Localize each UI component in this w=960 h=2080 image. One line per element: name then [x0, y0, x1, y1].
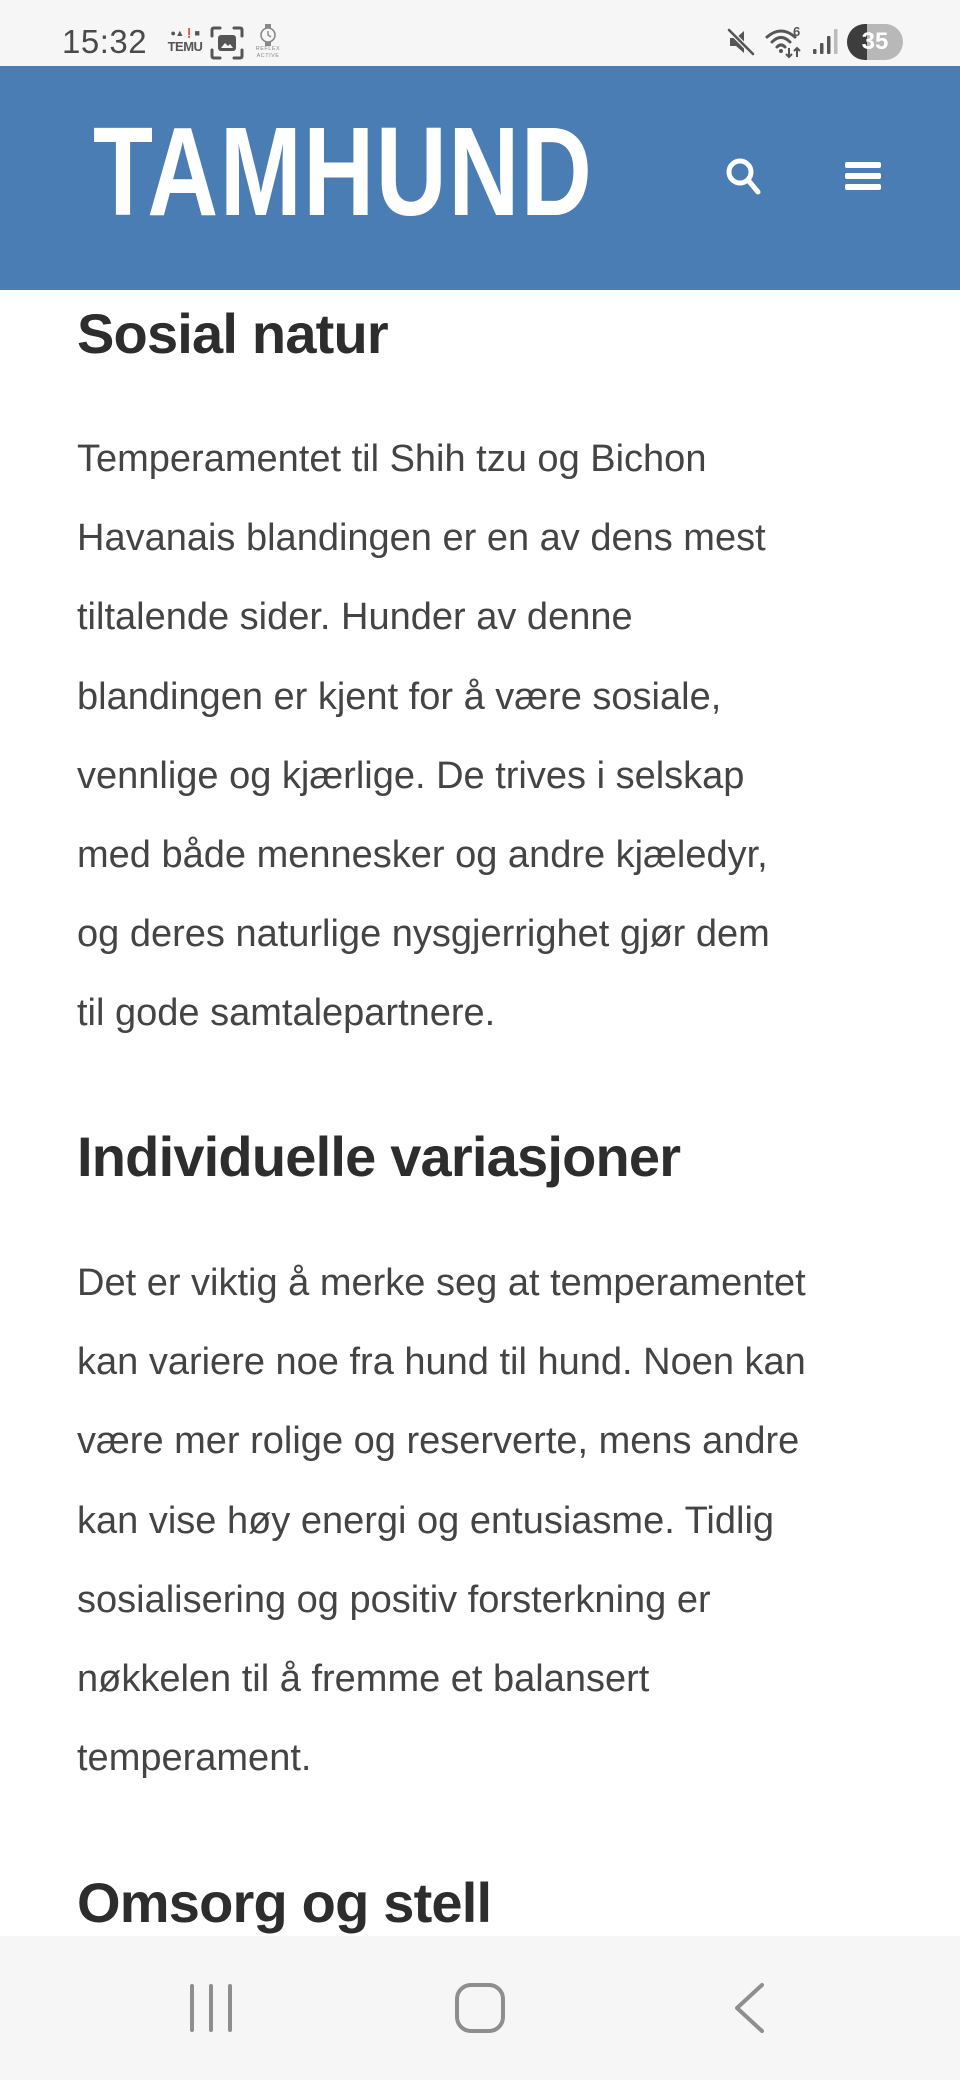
search-button[interactable]: [712, 144, 776, 208]
paragraph-line: Det er viktig å merke seg at temperamentet: [77, 1262, 806, 1304]
recent-apps-button[interactable]: [151, 1966, 271, 2050]
section-paragraph-individuelle-variasjoner: [77, 1244, 897, 1798]
back-button[interactable]: [689, 1966, 809, 2050]
paragraph-line: vennlige og kjærlige. De trives i selskap: [77, 754, 745, 797]
paragraph-line: temperament.: [77, 1737, 312, 1780]
site-logo[interactable]: [93, 101, 673, 242]
search-icon: [722, 154, 766, 198]
paragraph-line: Havanais blandingen er en av dens mest: [77, 517, 766, 560]
status-bar: [0, 0, 960, 66]
home-button[interactable]: [420, 1966, 540, 2050]
paragraph-line: Temperamentet til Shih tzu og Bichon: [77, 438, 707, 480]
paragraph-line: nøkkelen til å fremme et balansert: [77, 1657, 650, 1700]
paragraph-line: sosialisering og positiv forsterkning er: [77, 1578, 711, 1621]
paragraph-line: blandingen er kjent for å være sosiale,: [77, 675, 722, 718]
reflex-active-watch-icon: [254, 24, 282, 62]
section-paragraph-sosial-natur: [77, 420, 897, 1054]
section-heading-omsorg-og-stell: Omsorg og stell: [77, 1871, 492, 1934]
home-icon: [454, 1982, 506, 2034]
section-heading-sosial-natur: Sosial natur: [77, 302, 388, 365]
paragraph-line: og deres naturlige nysgjerrighet gjør dem: [77, 913, 770, 956]
paragraph-line: til gode samtalepartnere.: [77, 992, 496, 1035]
site-header: [0, 66, 960, 290]
paragraph-line: kan vise høy energi og entusiasme. Tidlig: [77, 1499, 775, 1542]
battery-icon: [847, 24, 903, 60]
paragraph-line: kan variere noe fra hund til hund. Noen kan: [77, 1341, 806, 1384]
wifi-6-icon: [765, 24, 805, 60]
recent-apps-icon: [186, 1983, 236, 2033]
reflex-label-line2: ACTIVE: [256, 53, 280, 59]
logo-text: TAMHUND: [93, 101, 594, 242]
paragraph-line: tiltalende sider. Hunder av denne: [77, 596, 633, 639]
menu-button[interactable]: [831, 144, 895, 208]
reflex-label-line1: REFLEX: [255, 46, 281, 52]
battery-level: 35: [861, 28, 889, 55]
reflex-label: [254, 46, 282, 60]
temu-label: TEMU: [167, 39, 203, 54]
svg-text:6: 6: [793, 24, 801, 39]
hamburger-menu-icon: [843, 158, 883, 194]
mute-icon: [726, 27, 756, 57]
screenshot-icon: [209, 25, 245, 61]
temu-glyphs: ●▲❗■: [170, 28, 200, 38]
back-icon: [732, 1982, 766, 2034]
signal-icon: [811, 28, 839, 56]
paragraph-line: med både mennesker og andre kjæledyr,: [77, 833, 768, 876]
system-nav-bar: [0, 1936, 960, 2080]
status-time: 15:32: [62, 23, 148, 60]
section-heading-individuelle-variasjoner: Individuelle variasjoner: [77, 1125, 681, 1188]
temu-notification-icon: [166, 28, 204, 58]
paragraph-line: være mer rolige og reserverte, mens andre: [77, 1420, 800, 1463]
